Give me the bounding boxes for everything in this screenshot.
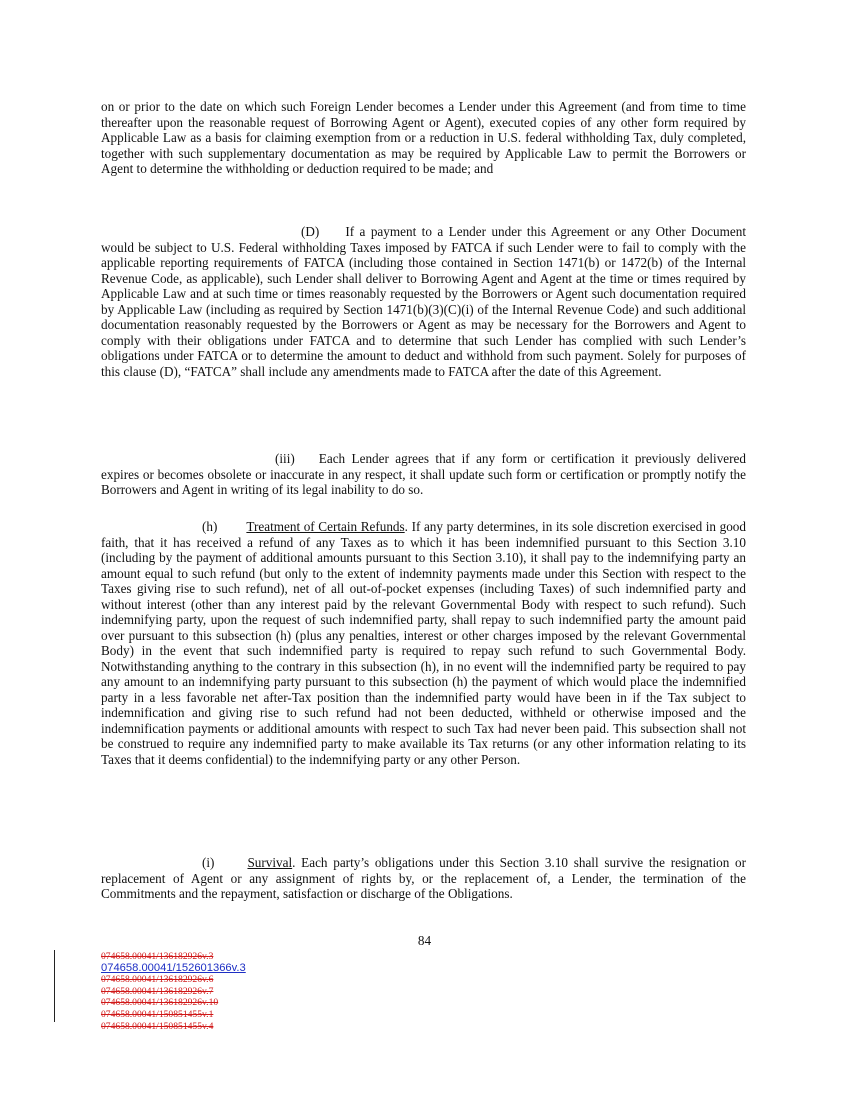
page-number: 84 <box>417 933 432 948</box>
clause-label: (iii) <box>275 451 295 466</box>
doc-id-deleted: 074658.00041/136182926v.7 <box>101 985 214 997</box>
paragraph-text: Each Lender agrees that if any form or certification it previously delivered expires or becomes obsolete or inaccurate in any respect, it shall update such form or certification or promptly notify the Borrowers and Agent in writing of its legal inability to do so. <box>101 451 746 497</box>
section-heading: Treatment of Certain Refunds <box>246 519 405 534</box>
clause-label: (h) <box>202 519 218 534</box>
paragraph-continuation <box>101 99 746 177</box>
document-id-stack <box>101 951 246 1032</box>
doc-id-deleted: 074658.00041/136182926v.3 <box>101 951 214 962</box>
doc-id-deleted: 074658.00041/150851455v.4 <box>101 1020 214 1032</box>
doc-id-deleted: 074658.00041/136182926v.6 <box>101 974 214 986</box>
paragraph-clause-d <box>101 224 746 379</box>
paragraph-text: . Each party’s obligations under this Section 3.10 shall survive the resignation or replacement of Agent or any assignment of rights by, or the replacement of, a Lender, the termination of the Commitments and the repayment, satisfaction or discharge of the Obligations. <box>101 855 746 901</box>
paragraph-clause-iii <box>101 451 746 498</box>
clause-label: (i) <box>202 855 215 870</box>
doc-id-deleted: 074658.00041/150851455v.1 <box>101 1008 214 1020</box>
doc-id-inserted: 074658.00041/152601366v.3 <box>101 961 246 974</box>
section-heading: Survival <box>247 855 293 870</box>
paragraph-clause-i <box>101 855 746 902</box>
revision-change-bar <box>54 950 55 1022</box>
paragraph-clause-h <box>101 519 746 767</box>
doc-id-deleted: 074658.00041/136182926v.10 <box>101 997 219 1009</box>
paragraph-text: on or prior to the date on which such Foreign Lender becomes a Lender under this Agreement (and from time to time thereafter upon the reasonable request of Borrowing Agent or Agent), executed copies of any other form required by Applicable Law as a basis for claiming exemption from or a reduction in U.S. federal withholding Tax, duly completed, together with such supplementary documentation as may be required by Applicable Law to permit the Borrowers or Agent to determine the withholding or deduction required to be made; and <box>101 99 746 176</box>
paragraph-text: If a payment to a Lender under this Agreement or any Other Document would be subject to U.S. Federal withholding Taxes imposed by FATCA if such Lender were to fail to comply with the applicable reporting requirements of FATCA (including those contained in Section 1471(b) or 1472(b) of the Internal Revenue Code, as applicable), such Lender shall deliver to Borrowing Agent and Agent at the time or times required by Applicable Law and at such time or times reasonably requested by the Borrowers or Agent such documentation required by Applicable Law (including as required by Section 1471(b)(3)(C)(i) of the Internal Revenue Code) and such additional documentation reasonably requested by the Borrowers or Agent as may be necessary for the Borrowers and Agent to comply with their obligations under FATCA and to determine that such Lender has complied with such Lender’s obligations under FATCA or to determine the amount to deduct and withhold from such payment. Solely for purposes of this clause (D), “FATCA” shall include any amendments made to FATCA after the date of this Agreement. <box>101 224 746 379</box>
clause-label: (D) <box>301 224 320 239</box>
paragraph-text: . If any party determines, in its sole discretion exercised in good faith, that it has received a refund of any Taxes as to which it has been indemnified pursuant to this Section 3.10 (including by the payment of additional amounts pursuant to this Section 3.10), it shall pay to the indemnifying party an amount equal to such refund (but only to the extent of indemnity payments made under this Section with respect to the Taxes giving rise to such refund), net of all out-of-pocket expenses (including Taxes) of such indemnified party and without interest (other than any interest paid by the relevant Governmental Body with respect to such refund). Such indemnifying party, upon the request of such indemnified party, shall repay to such indemnified party the amount paid over pursuant to this subsection (h) (plus any penalties, interest or other charges imposed by the relevant Governmental Body) in the event that such indemnified party is required to repay such refund to such Governmental Body. Notwithstanding anything to the contrary in this subsection (h), in no event will the indemnified party be required to pay any amount to an indemnifying party pursuant to this subsection (h) the payment of which would place the indemnified party in a less favorable net after-Tax position than the indemnified party would have been in if the Tax subject to indemnification and giving rise to such refund had not been deducted, withheld or otherwise imposed and the indemnification payments or additional amounts with respect to such Tax had never been paid. This subsection shall not be construed to require any indemnified party to make available its Tax returns (or any other information relating to its Taxes that it deems confidential) to the indemnifying party or any other Person. <box>101 519 746 767</box>
